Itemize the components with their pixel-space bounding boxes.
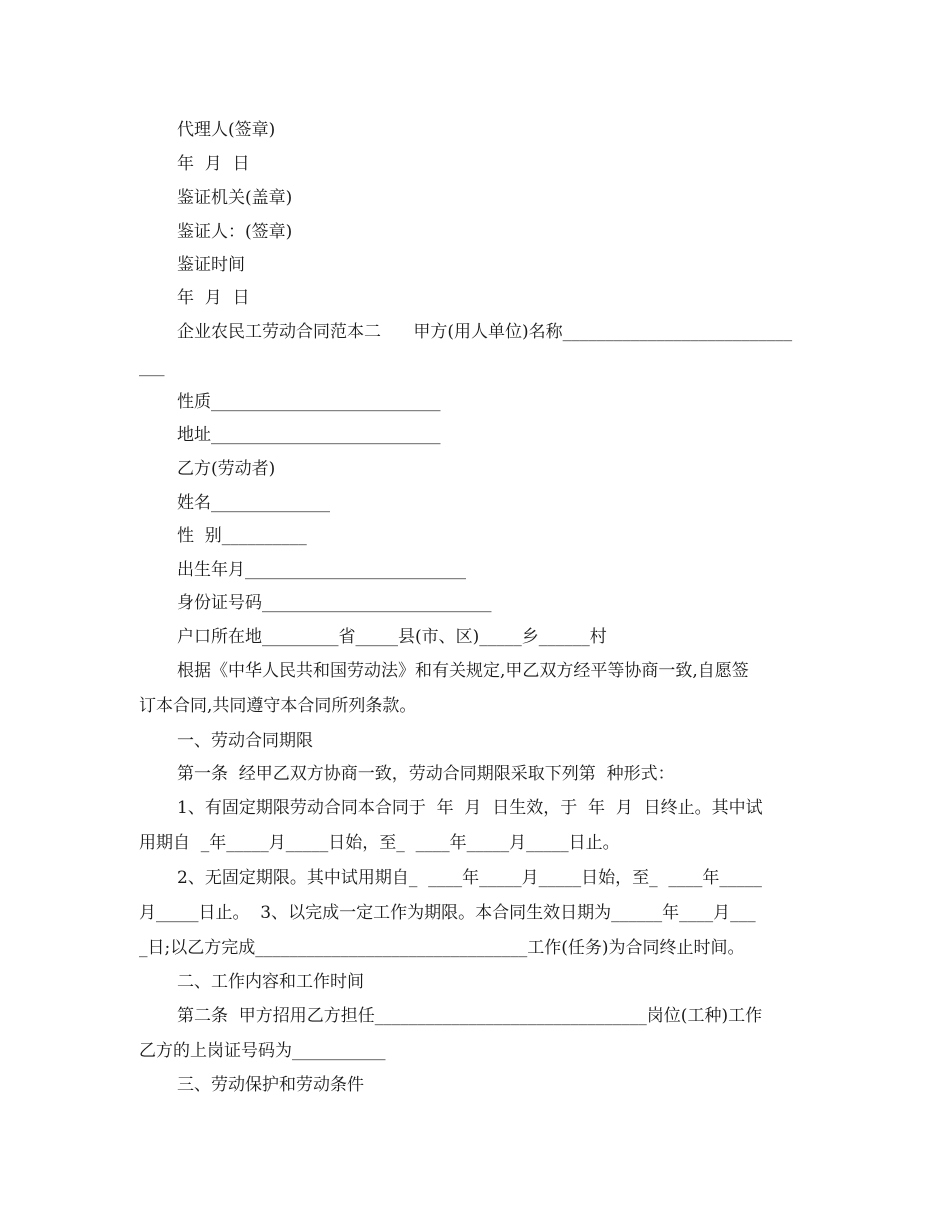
preamble-paragraph-line: 订本合同,共同遵守本合同所列条款。 [139, 696, 417, 716]
household-registration-line: 户口所在地_________省_____县(市、区)_____乡______村 [177, 627, 607, 647]
agent-signature-line: 代理人(签章) [177, 120, 276, 140]
nature-field-line: 性质___________________________ [177, 392, 441, 412]
article-two-line: 乙方的上岗证号码为___________ [139, 1041, 386, 1061]
contract-title-party-a-line: 企业农民工劳动合同范本二 甲方(用人单位)名称___________________________ [177, 322, 793, 342]
birth-date-field-line: 出生年月__________________________ [177, 560, 466, 580]
section-heading: 一、劳动合同期限 [177, 731, 313, 751]
id-number-field-line: 身份证号码___________________________ [177, 593, 492, 613]
address-field-line: 地址___________________________ [177, 425, 441, 445]
certifying-authority-line: 鉴证机关(盖章) [177, 188, 293, 208]
article-one-line: 第一条 经甲乙双方协商一致，劳动合同期限采取下列第 种形式： [177, 764, 675, 784]
open-term-clause-line: 月_____日止。 3、以完成一定工作为期限。本合同生效日期为______年____月___ [139, 903, 756, 923]
date-line: 年 月 日 [177, 154, 250, 174]
fixed-term-clause-line: 用期自 _年_____月_____日始，至_ ____年_____月_____日止。 [139, 833, 620, 853]
open-term-clause-line: 2、无固定期限。其中试用期自_ ____年_____月_____日始，至_ ____年_____ [177, 868, 762, 888]
date-line: 年 月 日 [177, 288, 250, 308]
party-b-heading: 乙方(劳动者) [177, 459, 276, 479]
fixed-term-clause-line: 1、有固定期限劳动合同本合同于 年 月 日生效，于 年 月 日终止。其中试 [177, 798, 763, 818]
name-field-line: 姓名______________ [177, 493, 330, 513]
certifier-signature-line: 鉴证人：(签章) [177, 222, 293, 242]
section-heading: 三、劳动保护和劳动条件 [177, 1075, 364, 1095]
blank-continuation-line: ___ [139, 357, 165, 377]
task-term-clause-line: _日;以乙方完成________________________________工作(任务)为合同终止时间。 [139, 938, 745, 958]
certification-time-line: 鉴证时间 [177, 255, 245, 275]
article-two-line: 第二条 甲方招用乙方担任________________________________岗位(工种)工作 [177, 1006, 763, 1026]
preamble-paragraph-line: 根据《中华人民共和国劳动法》和有关规定,甲乙双方经平等协商一致,自愿签 [177, 661, 749, 681]
gender-field-line: 性 别__________ [177, 526, 307, 546]
section-heading: 二、工作内容和工作时间 [177, 972, 364, 992]
